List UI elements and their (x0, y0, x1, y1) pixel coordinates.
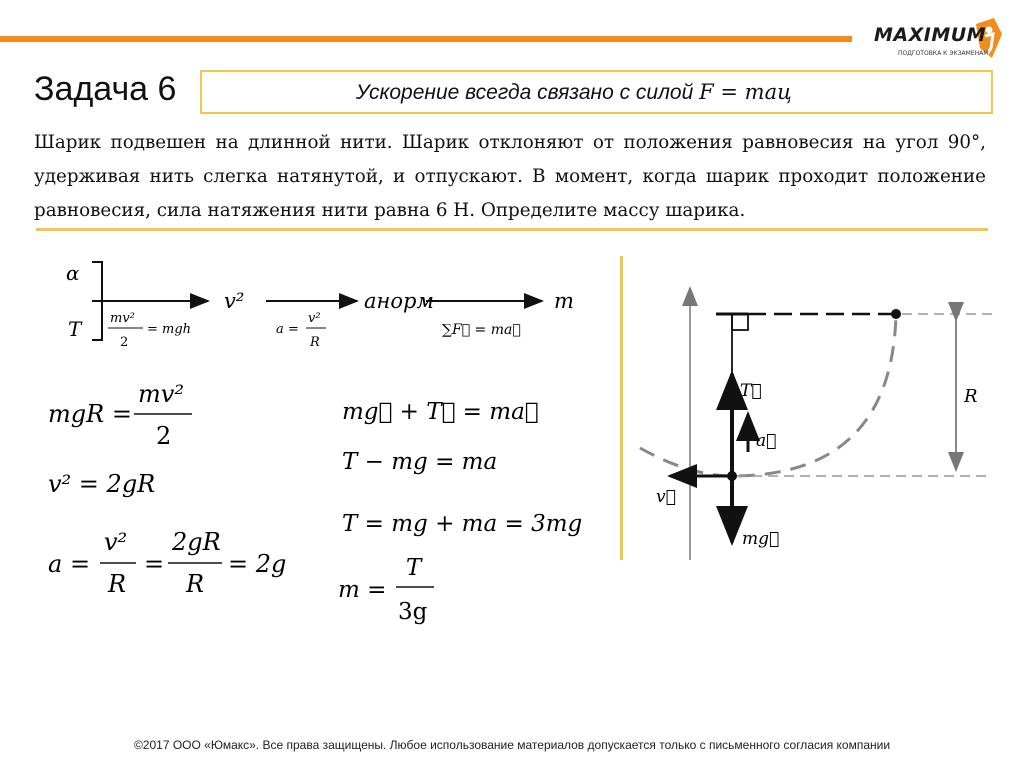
right-angle-mark (732, 314, 748, 330)
scheme-note3: ∑F⃗ = ma⃗ (442, 322, 521, 338)
scheme-note2-num: v² (308, 311, 321, 326)
pendulum-diagram (630, 270, 1000, 570)
footer-copyright: ©2017 ООО «Юмакс». Все права защищены. Любое использование материалов допускается только с письменного согласия компании (133, 738, 891, 752)
header-accent-bar (0, 36, 852, 42)
eq1-lhs: mgR = (48, 400, 132, 428)
logo-figure-head (986, 27, 993, 34)
scheme-note1-rhs: = mgh (147, 322, 192, 337)
label-T: T⃗ (740, 381, 762, 401)
label-v: v⃗ (656, 487, 676, 507)
eq-vector-law: mg⃗ + T⃗ = ma⃗ (342, 399, 539, 425)
scheme-note1-num: mv² (110, 311, 135, 326)
eq3-num1: v² (104, 528, 128, 556)
eq-scalar-law: T − mg = ma (342, 449, 498, 475)
scheme-alpha: α (66, 261, 80, 285)
scheme-note2-den: R (310, 335, 320, 350)
eq1-den: 2 (156, 422, 172, 450)
scheme-a-norm: aнорм (364, 289, 434, 313)
headline (356, 80, 792, 105)
eq3-den1: R (108, 570, 127, 598)
scheme-T: T (68, 317, 82, 341)
eq3-lhs: a = (48, 550, 91, 578)
eq-tension: T = mg + ma = 3mg (342, 511, 583, 537)
eq-mass-den: 3g (398, 599, 428, 625)
eq3-rhs: = 2g (228, 550, 287, 578)
scheme-m: m (554, 289, 574, 313)
eq-mass-lhs: m = (338, 577, 387, 603)
right-equations (330, 385, 620, 635)
initial-ball (891, 309, 901, 319)
ball (727, 471, 737, 481)
section-divider (36, 228, 988, 231)
eq3-eq: = (144, 550, 165, 578)
problem-statement: Шарик подвешен на длинной нити. Шарик отклоняют от положения равновесия на угол 90°, удерживая нить слегка натянутой, и отпускают. В момент, когда шарик проходит положение равновесия, сила натяжения нити равна 6 Н. Определите массу шарика. (34, 132, 986, 221)
scheme-v2: v² (224, 289, 245, 313)
logo-text: MAXIMUM (874, 24, 987, 46)
label-R: R (964, 386, 978, 407)
solution-scheme (40, 250, 600, 360)
eq-mass-num: T (406, 555, 422, 581)
headline-formula: F = maц (699, 80, 792, 104)
scheme-note2-lhs: a = (276, 322, 299, 337)
vertical-divider (620, 256, 623, 560)
eq3-den2: R (186, 570, 205, 598)
label-a: a⃗ (756, 431, 777, 451)
logo-subtitle: ПОДГОТОВКА К ЭКЗАМЕНАМ (898, 50, 989, 57)
eq2: v² = 2gR (48, 470, 156, 498)
eq3-num2: 2gR (172, 528, 221, 556)
label-mg: mg⃗ (742, 529, 780, 549)
trajectory-arc (640, 314, 896, 476)
eq1-num: mv² (138, 380, 184, 408)
left-equations (36, 370, 316, 610)
scheme-note1-den: 2 (120, 335, 129, 350)
slide-title: Задача 6 (34, 70, 177, 108)
headline-text: Ускорение всегда связано с силой (356, 81, 694, 104)
